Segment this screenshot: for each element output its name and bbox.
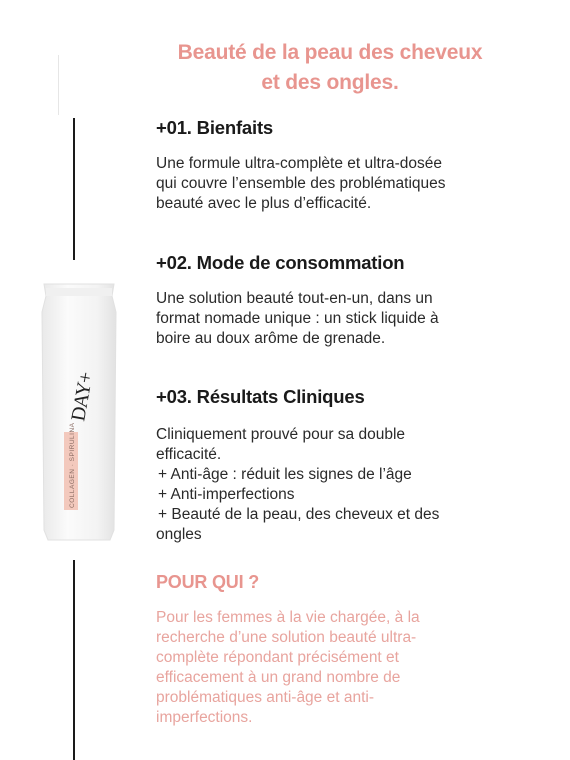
body-line: Pour les femmes à la vie chargée, à la [156, 609, 420, 626]
product-stick-image [40, 282, 118, 544]
section-body [156, 289, 536, 349]
product-label-text: COLLAGEN · SPIRULINA [69, 422, 76, 508]
page-title [130, 38, 530, 98]
body-line: complète répondant précisément et [156, 649, 399, 666]
section-title: +02. Mode de consommation [156, 252, 405, 273]
body-line: efficacité. [156, 446, 222, 463]
section-title: +03. Résultats Cliniques [156, 386, 365, 407]
section-body [156, 154, 536, 214]
page-title-line-2: et des ongles. [261, 71, 399, 94]
body-line: boire au doux arôme de grenade. [156, 330, 386, 347]
vertical-divider-top [73, 118, 75, 260]
page-title-line-1: Beauté de la peau des cheveux [177, 41, 483, 64]
body-line: problématiques anti-âge et anti- [156, 689, 374, 706]
section-usage [156, 251, 536, 349]
section-title: POUR QUI ? [156, 572, 260, 592]
body-line: efficacement à un grand nombre de [156, 669, 401, 686]
body-line: imperfections. [156, 709, 253, 726]
bullet-line: + Beauté de la peau, des cheveux et des [158, 506, 440, 523]
section-body [156, 608, 536, 728]
section-body [156, 425, 536, 545]
body-line: recherche d’une solution beauté ultra- [156, 629, 417, 646]
section-for-whom [156, 570, 536, 728]
body-line: beauté avec le plus d’efficacité. [156, 195, 372, 212]
section-title: +01. Bienfaits [156, 117, 273, 138]
vertical-divider-bottom [73, 560, 75, 760]
bullet-line: + Anti-âge : réduit les signes de l’âge [158, 466, 412, 483]
product-brand: DAY+ [67, 371, 98, 423]
body-line: Une formule ultra-complète et ultra-dosée [156, 155, 443, 172]
body-line: ongles [156, 526, 202, 543]
section-benefits [156, 116, 536, 214]
body-line: format nomade unique : un stick liquide à [156, 310, 439, 327]
bullet-line: + Anti-imperfections [158, 486, 295, 503]
section-clinical-results [156, 385, 536, 545]
faint-divider [58, 55, 59, 115]
body-line: Cliniquement prouvé pour sa double [156, 426, 406, 443]
body-line: Une solution beauté tout-en-un, dans un [156, 290, 433, 307]
body-line: qui couvre l’ensemble des problématiques [156, 175, 446, 192]
